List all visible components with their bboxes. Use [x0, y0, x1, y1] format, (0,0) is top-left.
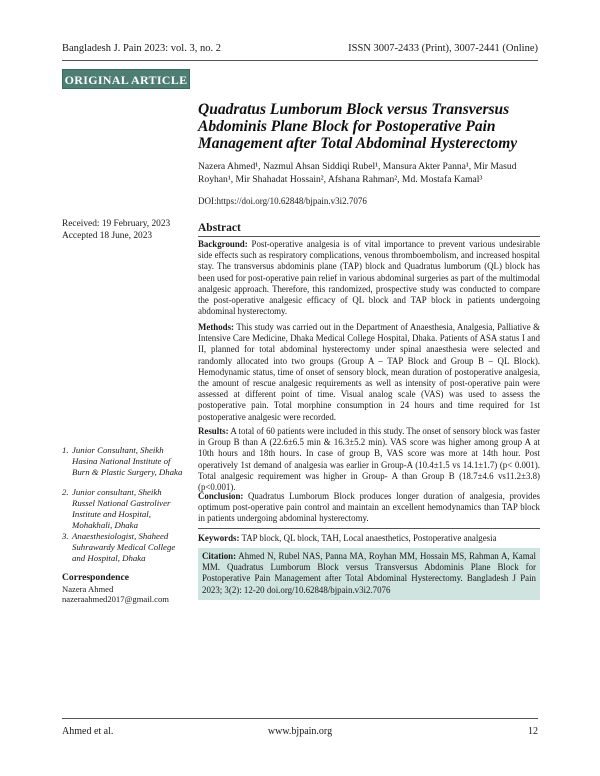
affiliation-1: [62, 445, 186, 478]
author-list: Nazera Ahmed¹, Nazmul Ahsan Siddiqi Rubel¹, Mansura Akter Panna¹, Mir Masud Royhan¹, Mir Shahadat Hossain², Afshana Rahman², Md. Mostafa Kamal³: [198, 161, 517, 185]
affiliation-text: Anaesthesiologist, Shaheed Suhrawardy Medical College and Hospital, Dhaka: [72, 531, 176, 563]
conclusion-label: Conclusion:: [198, 491, 244, 501]
keywords-text: TAP block, QL block, TAH, Local anaesthetics, Postoperative analgesia: [241, 533, 497, 543]
page-number: 12: [528, 726, 538, 737]
correspondence-heading: Correspondence: [62, 572, 129, 583]
issn-header: ISSN 3007-2433 (Print), 3007-2441 (Online): [348, 43, 538, 54]
abstract-background: [198, 239, 540, 317]
citation-text: Ahmed N, Rubel NAS, Panna MA, Royhan MM, Hossain MS, Rahman A, Kamal MM. Quadratus Lumborum Block versus Transversus Abdominis Plane Block for Postoperative Pain Management after Total Abdominal Hysterectomy. Bangladesh J Pain 2023; 3(2): 12-20 doi.org/10.62848/bjpain.v3i2.7076: [202, 551, 536, 595]
affiliation-number: 1.: [62, 445, 69, 455]
background-label: Background:: [198, 239, 248, 249]
abstract-heading: Abstract: [198, 222, 241, 234]
affiliation-number: 2.: [62, 487, 69, 497]
results-label: Results:: [198, 426, 229, 436]
article-title: Quadratus Lumborum Block versus Transversus Abdominis Plane Block for Postoperative Pain Management after Total Abdominal Hysterectomy: [198, 101, 518, 152]
conclusion-text: Quadratus Lumborum Block produces longer duration of analgesia, provides optimum post-operative pain control and maintain an excellent hemodynamics than TAP block in patients undergoing abdominal hysterectomy.: [198, 491, 541, 524]
results-text: A total of 60 patients were included in this study. The onset of sensory block was faster in Group B than A (22.6±6.5 min & 16.3±5.2 min). VAS score was higher among group A at 10th hours and 18th hours. In case of group B, VAS score was more at 14th hour. Post operatively 1st demand of analgesia was earlier in Group-A (10.4±1.5 vs 14.1±1.7) (p< 0.001). Total analgesic requirement was higher in Group- A than Group B (18.7±4.6 vs11.2±3.8) (p<0.001).: [198, 426, 541, 493]
article-type-badge: ORIGINAL ARTICLE: [62, 69, 190, 89]
affiliation-number: 3.: [62, 531, 69, 541]
methods-text: This study was carried out in the Department of Anaesthesia, Analgesia, Palliative & Intensive Care Medicine, Dhaka Medical College Hospital, Dhaka. Patients of ASA status I and II, planned for total abdominal hysterectomy under spinal anaesthesia were selected and randomly allocated into two groups (Group A – TAP Block and Group B – QL Block). Hemodynamic status, time of onset of sensory block, mean duration of postoperative analgesia, the amount of rescue analgesic requirements as well as intensity of post-operative pain were assessed at different point of time. Visual analog scale (VAS) was used to assess the postoperative pain. Total morphine consumption in 24 hours and time required for 1st postoperative analgesic were recorded.: [198, 322, 540, 422]
journal-header: Bangladesh J. Pain 2023: vol. 3, no. 2: [62, 43, 221, 54]
accepted-date: Accepted 18 June, 2023: [62, 231, 153, 241]
abstract-keywords: [198, 533, 540, 544]
keywords-label: Keywords:: [198, 533, 240, 543]
header-rule: [62, 60, 538, 61]
abstract-results: [198, 426, 540, 493]
background-text: Post-operative analgesia is of vital importance to prevent various undesirable side effects such as respiratory complications, venous thromboembolism, and increased hospital stay. The transversus abdominis plane (TAP) block and Quadratus lumborum (QL) block has been used for post-operative pain relief in various abdominal surgeries as part of the multimodal analgesic approach. Therefore, this randomized, prospective study was conducted to compare the post-operative analgesic efficacy of QL block and TAP block in patients undergoing abdominal hysterectomy.: [198, 239, 541, 317]
footer-rule: [62, 718, 538, 719]
doi-link[interactable]: DOI:https://doi.org/10.62848/bjpain.v3i2.7076: [198, 196, 367, 206]
affiliation-3: [62, 531, 186, 564]
citation-box: [198, 548, 540, 600]
correspondence-email[interactable]: nazeraahmed2017@gmail.com: [62, 593, 169, 604]
correspondence-block: [62, 572, 186, 604]
received-date: Received: 19 February, 2023: [62, 219, 171, 229]
affiliation-2: [62, 487, 186, 531]
affiliation-text: Junior consultant, Sheikh Russel National Gastroliver Institute and Hospital, Mohakhali, Dhaka: [72, 487, 171, 530]
correspondence-name: Nazera Ahmed: [62, 583, 114, 594]
abstract-rule: [198, 236, 540, 237]
footer-author: Ahmed et al.: [62, 726, 114, 737]
affiliation-text: Junior Consultant, Sheikh Hasina National Institute of Burn & Plastic Surgery, Dhaka: [72, 445, 183, 477]
abstract-conclusion: [198, 491, 540, 525]
keywords-rule: [198, 528, 540, 529]
methods-label: Methods:: [198, 322, 234, 332]
abstract-methods: [198, 322, 540, 423]
citation-label: Citation:: [202, 551, 237, 561]
footer-website[interactable]: www.bjpain.org: [267, 726, 333, 737]
